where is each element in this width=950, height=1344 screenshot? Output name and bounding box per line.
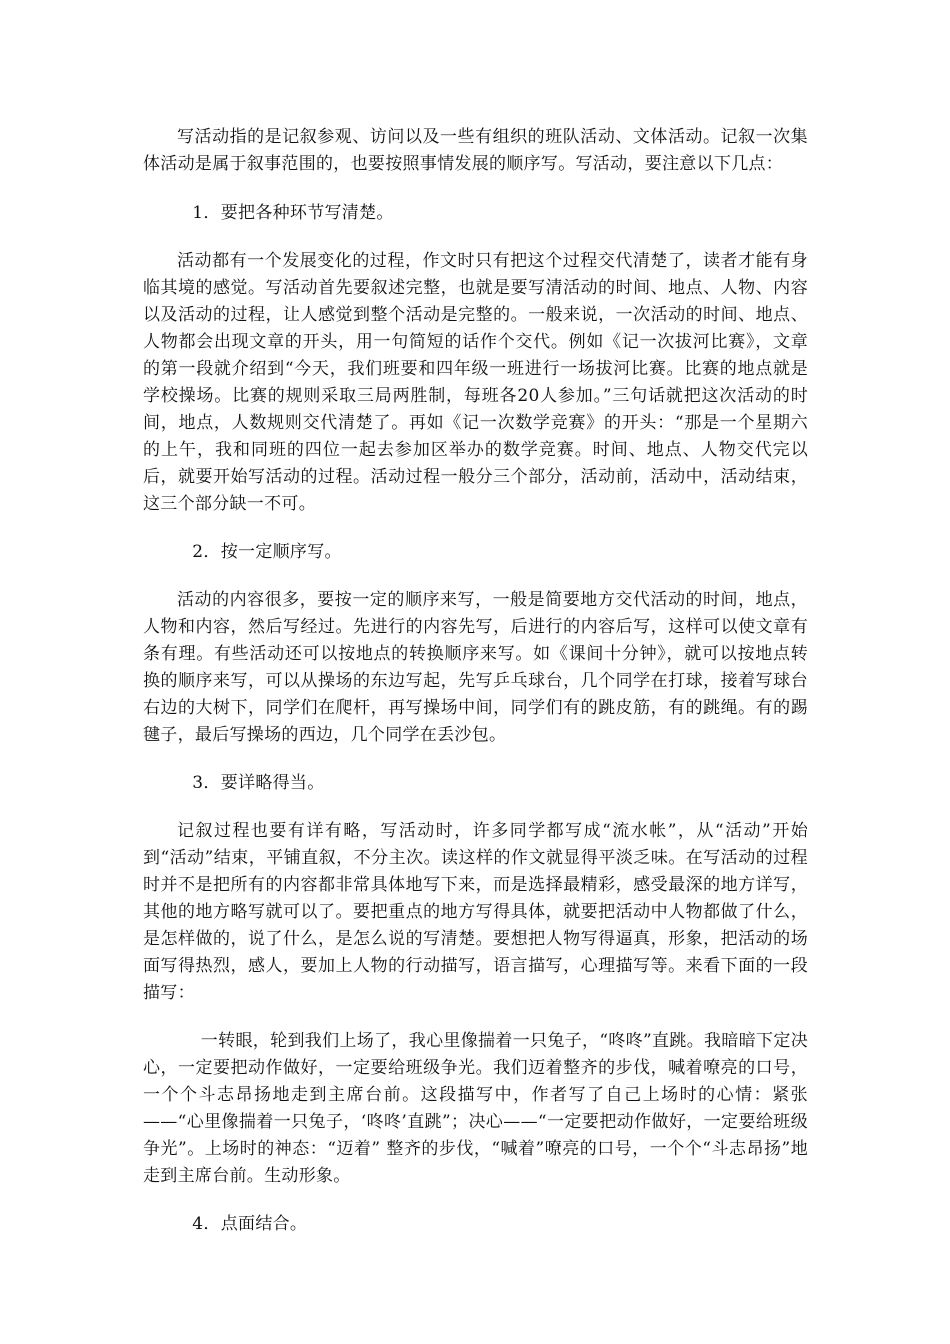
- section-heading-2: 2．按一定顺序写。: [192, 542, 342, 562]
- document-body: [143, 124, 808, 1238]
- section-heading-3: 3．要详略得当。: [192, 773, 325, 793]
- example-description-paragraph: 一转眼，轮到我们上场了，我心里像揣着一只兔子，“咚咚”直跳。我暗暗下定决心，一定要把动作做好，一定要给班级争光。我们迈着整齐的步伐，喊着嘹亮的口号，一个个斗志昂扬地走到主席台前。这段描写中，作者写了自己上场时的心情：紧张——“心里像揣着一只兔子，‘咚咚’直跳”；决心——“一定要把动作做好，一定要给班级争光”。上场时的神态：“迈着” 整齐的步伐，“喊着”嘹亮的口号，一个个“斗志昂扬”地走到主席台前。生动形象。: [143, 1031, 808, 1186]
- intro-paragraph: 写活动指的是记叙参观、访问以及一些有组织的班队活动、文体活动。记叙一次集体活动是属于叙事范围的，也要按照事情发展的顺序写。写活动，要注意以下几点：: [143, 127, 808, 174]
- section-3-paragraph: 记叙过程也要有详有略，写活动时，许多同学都写成“流水帐”，从“活动”开始到“活动”结束，平铺直叙，不分主次。读这样的作文就显得平淡乏味。在写活动的过程时并不是把所有的内容都非常具体地写下来，而是选择最精彩，感受最深的地方详写，其他的地方略写就可以了。要把重点的地方写得具体，就要把活动中人物都做了什么，是怎样做的，说了什么，是怎么说的写清楚。要想把人物写得逼真，形象，把活动的场面写得热烈，感人，要加上人物的行动描写，语言描写，心理描写等。来看下面的一段描写：: [143, 821, 808, 1003]
- section-heading-1: 1．要把各种环节写清楚。: [192, 203, 394, 223]
- section-2-paragraph: 活动的内容很多，要按一定的顺序来写，一般是简要地方交代活动的时间，地点，人物和内容，然后写经过。先进行的内容先写，后进行的内容后写，这样可以使文章有条有理。有些活动还可以按地点的转换顺序来写。如《课间十分钟》，就可以按地点转换的顺序来写，可以从操场的东边写起，先写乒乓球台，几个同学在打球，接着写球台右边的大树下，同学们在爬杆，再写操场中间，同学们有的跳皮筋，有的跳绳。有的踢毽子，最后写操场的西边，几个同学在丢沙包。: [143, 590, 808, 745]
- section-1-paragraph: 活动都有一个发展变化的过程，作文时只有把这个过程交代清楚了，读者才能有身临其境的感觉。写活动首先要叙述完整，也就是要写清活动的时间、地点、人物、内容以及活动的过程，让人感觉到整个活动是完整的。一般来说，一次活动的时间、地点、人物都会出现文章的开头，用一句简短的话作个交代。例如《记一次拔河比赛》，文章的第一段就介绍到“今天，我们班要和四年级一班进行一场拔河比赛。比赛的地点就是学校操场。比赛的规则采取三局两胜制，每班各20人参加。”三句话就把这次活动的时间，地点，人数规则交代清楚了。再如《记一次数学竞赛》的开头：“那是一个星期六的上午，我和同班的四位一起去参加区举办的数学竞赛。时间、地点、人物交代完以后，就要开始写活动的过程。活动过程一般分三个部分，活动前，活动中，活动结束，这三个部分缺一不可。: [143, 251, 808, 514]
- section-heading-4: 4．点面结合。: [192, 1214, 308, 1234]
